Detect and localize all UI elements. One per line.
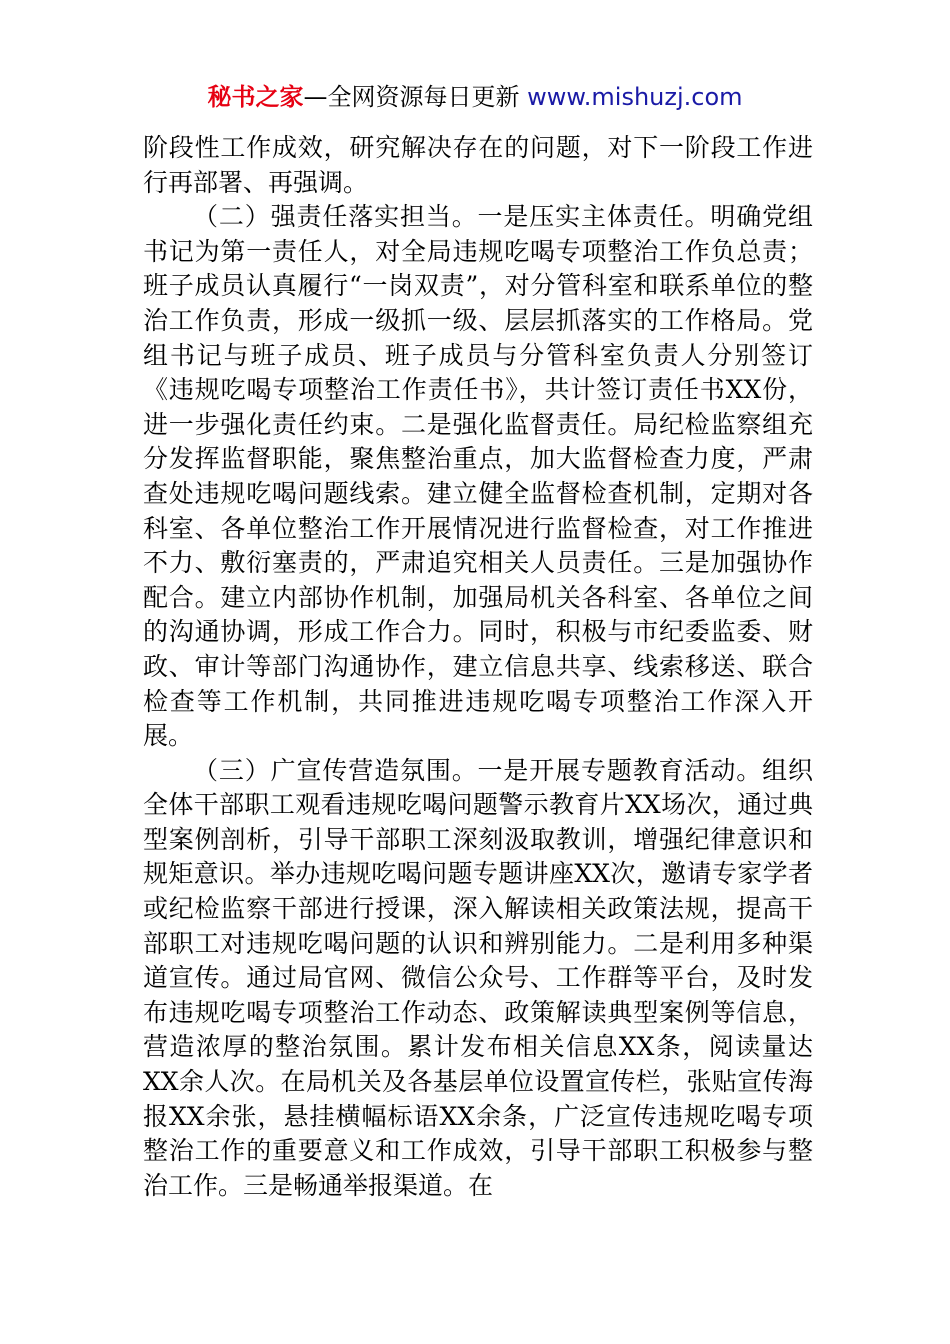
paragraph-section-3: （三）广宣传营造氛围。一是开展专题教育活动。组织全体干部职工观看违规吃喝问题警示教育片XX场次，通过典型案例剖析，引导干部职工深刻汲取教训，增强纪律意识和规矩意识。举办违规吃喝问题专题讲座XX次，邀请专家学者或纪检监察干部进行授课，深入解读相关政策法规，提高干部职工对违规吃喝问题的认识和辨别能力。二是利用多种渠道宣传。通过局官网、微信公众号、工作群等平台，及时发布违规吃喝专项整治工作动态、政策解读典型案例等信息，营造浓厚的整治氛围。累计发布相关信息XX条，阅读量达XX余人次。在局机关及各基层单位设置宣传栏，张贴宣传海报XX余张，悬挂横幅标语XX余条，广泛宣传违规吃喝专项整治工作的重要意义和工作成效，引导干部职工积极参与整治工作。三是畅通举报渠道。在 xyxy=(143,755,813,1200)
header-tagline: —全网资源每日更新 xyxy=(303,83,520,111)
site-url-link[interactable]: www.mishuzj.com xyxy=(527,83,743,111)
page-header xyxy=(0,80,950,114)
paragraph-section-2: （二）强责任落实担当。一是压实主体责任。明确党组书记为第一责任人，对全局违规吃喝专项整治工作负总责；班子成员认真履行“一岗双责”，对分管科室和联系单位的整治工作负责，形成一级抓一级、层层抓落实的工作格局。党组书记与班子成员、班子成员与分管科室负责人分别签订《违规吃喝专项整治工作责任书》，共计签订责任书XX份，进一步强化责任约束。二是强化监督责任。局纪检监察组充分发挥监督职能，聚焦整治重点，加大监督检查力度，严肃查处违规吃喝问题线索。建立健全监督检查机制，定期对各科室、各单位整治工作开展情况进行监督检查，对工作推进不力、敷衍塞责的，严肃追究相关人员责任。三是加强协作配合。建立内部协作机制，加强局机关各科室、各单位之间的沟通协调，形成工作合力。同时，积极与市纪委监委、财政、审计等部门沟通协作，建立信息共享、线索移送、联合检查等工作机制，共同推进违规吃喝专项整治工作深入开展。 xyxy=(143,202,813,751)
paragraph-continuation: 阶段性工作成效，研究解决存在的问题，对下一阶段工作进行再部署、再强调。 xyxy=(143,133,813,197)
document-body xyxy=(143,131,813,1203)
brand-name: 秘书之家 xyxy=(207,83,304,111)
